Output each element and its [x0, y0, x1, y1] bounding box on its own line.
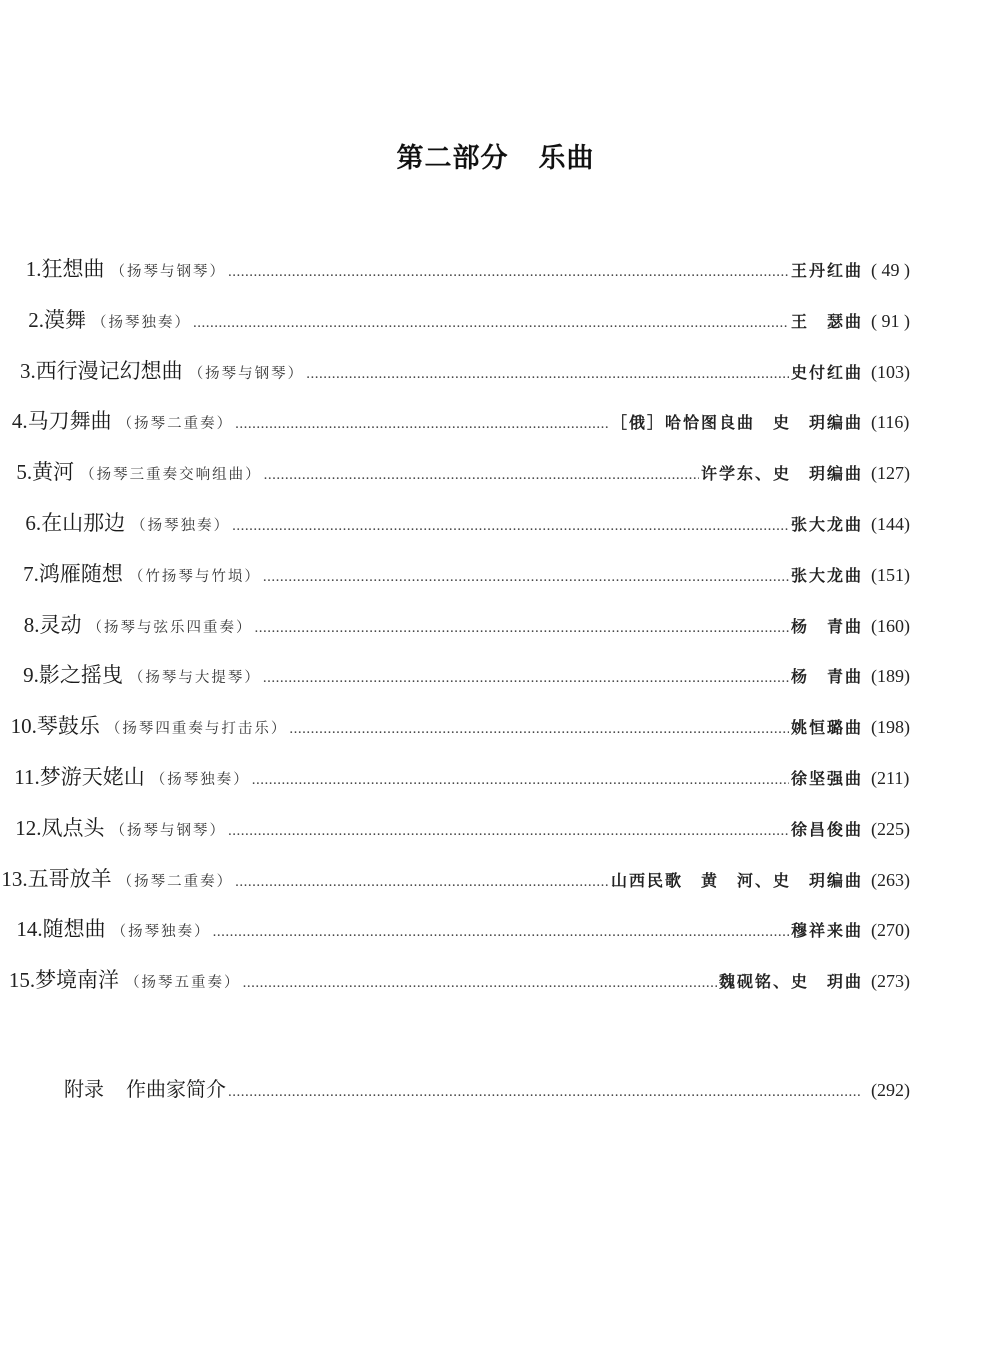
entry-instrumentation: （扬琴四重奏与打击乐）	[105, 721, 288, 738]
section-name: 乐曲	[538, 143, 595, 174]
entry-composer: 山西民歌 黄 河、史 玥编曲	[610, 870, 863, 890]
toc-entry[interactable]	[0, 355, 991, 399]
entry-composer: 姚恒璐曲	[790, 718, 863, 738]
entry-title: 随想曲	[42, 917, 106, 942]
page-number: (273)	[871, 971, 910, 992]
entry-instrumentation: （扬琴与钢琴）	[110, 822, 226, 839]
entry-number: 4.	[11, 409, 28, 434]
page-number: ( 91 )	[871, 310, 910, 331]
entry-composer: ［俄］哈恰图良曲 史 玥编曲	[610, 413, 863, 433]
entry-number: 10.	[10, 714, 37, 739]
dot-leader	[193, 315, 789, 332]
dot-leader	[228, 1084, 861, 1101]
toc-entry[interactable]	[0, 761, 991, 805]
entry-instrumentation: （扬琴与钢琴）	[188, 365, 305, 382]
entry-title: 五哥放羊	[27, 866, 112, 891]
entry-instrumentation: （竹扬琴与竹埙）	[128, 568, 261, 585]
entry-instrumentation: （扬琴独奏）	[92, 314, 192, 331]
page-number: (144)	[871, 514, 910, 534]
entry-title: 在山那边	[41, 511, 126, 535]
entry-composer: 史付红曲	[790, 362, 863, 382]
dot-leader	[289, 721, 789, 738]
entry-number: 12.	[15, 815, 42, 840]
entry-title: 马刀舞曲	[27, 409, 112, 434]
toc-entry[interactable]	[0, 710, 991, 754]
entry-composer: 王丹红曲	[790, 261, 863, 280]
toc-entry[interactable]	[0, 609, 991, 653]
page-number: (189)	[871, 666, 910, 687]
dot-leader	[235, 416, 609, 433]
toc-entry[interactable]	[0, 456, 991, 500]
dot-leader	[243, 975, 717, 992]
entry-composer: 徐坚强曲	[790, 769, 863, 788]
appendix-row[interactable]	[0, 1073, 991, 1117]
entry-instrumentation: （扬琴独奏）	[150, 772, 250, 788]
appendix-label: 附录 作曲家简介	[64, 1077, 226, 1101]
dot-leader	[306, 366, 789, 383]
page-number: (160)	[871, 615, 910, 636]
entry-title: 黄河	[32, 460, 75, 485]
page-number: (225)	[871, 818, 910, 839]
dot-leader	[228, 264, 789, 281]
page-number: (211)	[871, 768, 910, 788]
dot-leader	[264, 467, 699, 484]
page-number: (151)	[871, 564, 910, 585]
toc-entry[interactable]	[0, 405, 991, 449]
entry-number: 7.	[23, 561, 39, 586]
toc-entry[interactable]	[0, 304, 991, 348]
entry-number: 8.	[23, 612, 40, 637]
toc-entry[interactable]	[0, 964, 991, 1008]
entry-instrumentation: （扬琴三重奏交响组曲）	[80, 467, 262, 484]
page-number: (292)	[871, 1080, 910, 1100]
entry-composer: 张大龙曲	[790, 565, 863, 585]
dot-leader	[235, 874, 609, 891]
entry-number: 13.	[1, 866, 28, 891]
entry-number: 1.	[25, 257, 42, 281]
entry-title: 漠舞	[44, 307, 87, 332]
entry-title: 梦境南洋	[35, 968, 120, 993]
entry-title: 琴鼓乐	[36, 714, 100, 739]
entry-title: 影之摇曳	[38, 663, 123, 688]
dot-leader	[228, 823, 789, 840]
entry-number: 3.	[19, 358, 36, 383]
dot-leader	[263, 569, 789, 586]
page-number: (198)	[871, 717, 910, 738]
entry-composer: 魏砚铭、史 玥曲	[718, 972, 863, 992]
dot-leader	[255, 620, 789, 637]
entry-number: 11.	[14, 765, 40, 789]
entry-composer: 杨 青曲	[790, 616, 863, 636]
page-number: ( 49 )	[871, 260, 910, 280]
entry-composer: 王 瑟曲	[790, 311, 863, 331]
entry-instrumentation: （扬琴独奏）	[131, 518, 231, 534]
toc-entry[interactable]	[0, 558, 991, 602]
entry-instrumentation: （扬琴与弦乐四重奏）	[87, 619, 253, 636]
toc-entry[interactable]	[0, 913, 991, 957]
page-number: (270)	[871, 920, 910, 941]
section-title	[0, 136, 991, 175]
entry-instrumentation: （扬琴与大提琴）	[128, 670, 261, 687]
entry-instrumentation: （扬琴二重奏）	[117, 873, 234, 890]
toc-entry[interactable]	[0, 507, 991, 551]
entry-instrumentation: （扬琴二重奏）	[117, 416, 234, 433]
entry-instrumentation: （扬琴五重奏）	[125, 975, 241, 992]
entry-number: 6.	[25, 511, 42, 535]
page-number: (103)	[871, 361, 910, 382]
entry-number: 5.	[16, 460, 33, 485]
entry-composer: 张大龙曲	[790, 515, 863, 534]
dot-leader	[252, 772, 789, 789]
entry-number: 15.	[8, 968, 36, 993]
entry-composer: 穆祥来曲	[790, 921, 863, 941]
entry-title: 狂想曲	[41, 257, 105, 281]
page-number: (127)	[871, 463, 910, 484]
entry-number: 9.	[23, 663, 39, 688]
page-number: (116)	[871, 412, 910, 433]
entry-composer: 徐昌俊曲	[790, 819, 863, 839]
section-part: 第二部分	[396, 143, 509, 174]
entry-number: 14.	[16, 917, 43, 942]
toc-entry[interactable]	[0, 253, 991, 297]
entry-composer: 杨 青曲	[790, 667, 863, 687]
entry-title: 西行漫记幻想曲	[35, 358, 183, 383]
dot-leader	[232, 518, 789, 535]
entry-instrumentation: （扬琴与钢琴）	[110, 264, 226, 280]
dot-leader	[263, 670, 789, 687]
toc-entry[interactable]	[0, 863, 991, 907]
entry-instrumentation: （扬琴独奏）	[111, 924, 211, 941]
entry-title: 鸿雁随想	[38, 561, 123, 586]
entry-composer: 许学东、史 玥编曲	[700, 464, 863, 484]
page-number: (263)	[871, 869, 910, 890]
entry-title: 凤点头	[41, 815, 105, 840]
toc-entry[interactable]	[0, 659, 991, 703]
dot-leader	[213, 924, 789, 941]
entry-title: 灵动	[39, 612, 82, 637]
entry-title: 梦游天姥山	[39, 765, 145, 789]
entry-number: 2.	[28, 307, 45, 332]
toc-entry[interactable]	[0, 812, 991, 856]
